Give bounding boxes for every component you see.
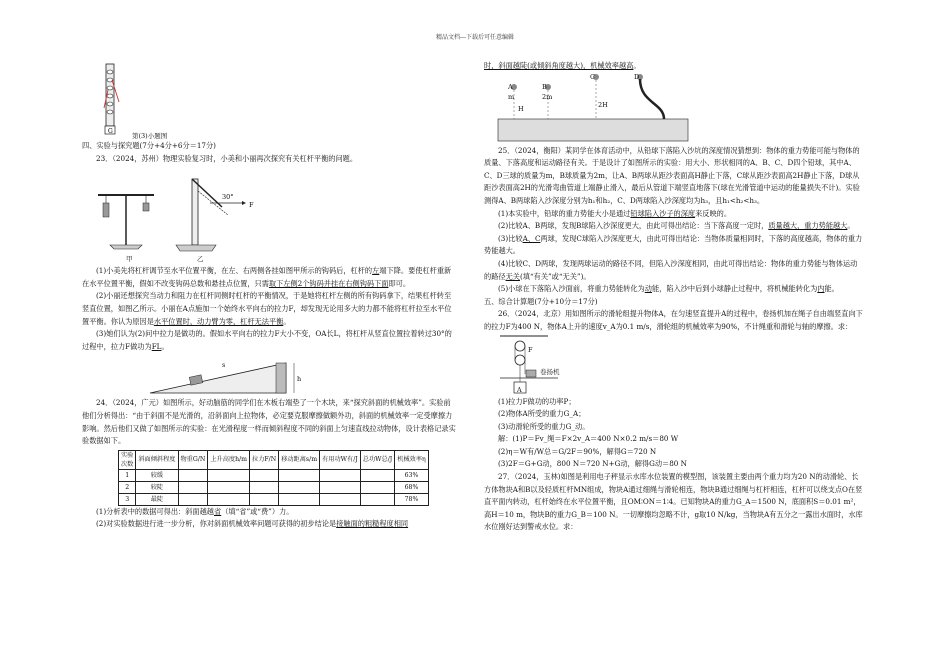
answer-q23-2: 水平位置时，动力臂为零，杠杆无法平衡 <box>153 316 284 326</box>
figure-23-drawing <box>92 165 292 265</box>
table-row <box>119 493 429 505</box>
table-cell: 较缓 <box>136 469 178 481</box>
q25-part3: (3)比较A、C两球，发现C球陷入沙深度更大，由此可得出结论：当物体质量相同时，下落的高度越高，物体的重力势能越大。 <box>484 233 863 256</box>
mass-label-2m: 2m <box>542 92 553 101</box>
ball-label-C: C <box>590 72 595 81</box>
angle-label: 30° <box>222 193 234 202</box>
section-5-title: 五、综合计算题(7分+10分＝17分) <box>484 296 598 306</box>
q24-intro: 24．（2024，广元）如图所示，好动脑筋的同学们在木板右端垫了一个木块，来“探究斜面的机械效率”。实验前他们分析得出：“由于斜面不是光滑的，沿斜面向上拉物体，必定要克服摩擦做额外功，斜面的机械效率一定受摩擦力影响。然后他们又做了如图所示的实验：在光滑程度一样而倾斜程度不同的斜面上匀速直线拉动物体，设计表格记录实验数据如下。 <box>82 398 456 446</box>
answer-q24-2: 接触面的粗糙程度相同 <box>336 519 409 529</box>
table-cell <box>279 481 320 493</box>
experiment-table <box>118 450 429 506</box>
table-header-cell: 机械效率η <box>395 450 428 469</box>
table-cell <box>320 493 361 505</box>
answer-q25-5a: 动 <box>644 284 652 294</box>
answer-q23-3: FL <box>151 341 162 351</box>
pulley-drawing <box>498 334 588 396</box>
figure-3-caption: 第(3)小题图 <box>132 132 168 140</box>
table-header-cell: 物重G/N <box>178 450 208 469</box>
q26-part1: (1)拉力F做功的功率P； <box>498 396 576 406</box>
table-row <box>119 481 429 493</box>
lever-fig-3 <box>82 60 202 140</box>
fig-label-yi: 乙 <box>197 255 204 264</box>
table-cell <box>320 469 361 481</box>
mass-label-m: m <box>508 92 515 101</box>
answer-q25-2: 质量越大，重力势能越大 <box>768 221 848 231</box>
q26-solution-3: (3)2F＝G+G动，800 N＝720 N+G动，解得G动＝80 N <box>498 459 687 469</box>
table-header-cell: 总功W总/J <box>360 450 395 469</box>
table-cell: 最陡 <box>136 493 178 505</box>
q26-part3: (3)动滑轮所受的重力G_动。 <box>498 421 590 431</box>
ball-label-A: A <box>508 82 513 91</box>
q23-part3: (3)她们认为(2)问中拉力是做功的。假如水平向右的拉力F大小不变，OA长L，将杠杆从竖直位置拉着转过30°的过程中，拉力F做功为FL。 <box>82 329 452 351</box>
table-header-row <box>119 450 429 469</box>
table-cell <box>178 481 208 493</box>
section-4-title: 四、实验与探究题(7分+4分+6分＝17分) <box>82 141 216 150</box>
answer-q25-3: A、C <box>522 233 541 243</box>
q25-part5: (5)小球在下落陷入沙面前，将重力势能转化为动能，陷入沙中后到小球静止过程中，将机械能转化为内能。 <box>498 284 839 294</box>
table-cell <box>178 469 208 481</box>
table-cell <box>250 493 279 505</box>
height-label-H: H <box>518 104 524 113</box>
table-cell: 78% <box>395 493 428 505</box>
ball-label-B: B <box>542 82 547 91</box>
q26-solution-1: 解：(1)P＝Fv_绳＝F×2v_A＝400 N×0.2 m/s＝80 W <box>498 434 679 444</box>
table-cell <box>360 481 395 493</box>
answer-q25-4: 无关 <box>505 271 520 281</box>
answer-q23-1b: 取下左侧2个钩码并挂在右侧钩码下面 <box>268 278 389 288</box>
table-cell <box>208 481 250 493</box>
table-cell <box>208 493 250 505</box>
answer-q24-2-cont: 时，斜面越陡(或倾斜角度越大)，机械效率越高 <box>484 61 634 70</box>
table-header-cell: 有用功W有/J <box>320 450 361 469</box>
sand-pit-drawing <box>494 73 694 145</box>
table-cell <box>320 481 361 493</box>
figure-26-pulley <box>484 334 864 396</box>
table-cell: 1 <box>119 469 136 481</box>
object-label-A: A <box>517 385 522 394</box>
q25-intro: 25．（2024，衡阳）某同学在体育活动中，从铅球下落陷入沙坑的深度情况猜想到：物体的重力势能可能与物体的质量、下落高度和运动路径有关。于是设计了如图所示的实验：用大小、形状相同的A、B、C、D四个铅球，其中A、C、D三球的质量为m，B球质量为2m，让A、B两球从距沙表面高H静止下落，C球从距沙表面高2H静止下落，D球从距沙表面高2H的光滑弯曲管道上端静止滑入，最后从管道下端竖直地落下(球在光滑管道中运动的能量损失不计)。实验测得A、B两球陷入沙深度分别为h₁和h₂，C、D两球陷入沙深度均为h₃，且h₁<h₂<h₃。 <box>484 145 860 205</box>
q25-part4: (4)比较C、D两球，发现两球运动的路径不同，但陷入沙深度相同，由此可得出结论：物体的重力势能与物体运动的路径无关(填“有关”或“无关”)。 <box>484 258 858 281</box>
table-cell <box>360 469 395 481</box>
table-header-cell: 实验 次数 <box>119 450 136 469</box>
fig-label-jia: 甲 <box>126 255 133 264</box>
q27-intro: 27．（2024，玉林)如图是利用电子秤显示水库水位装置的模型图，该装置主要由两个重力均为20 N的动滑轮、长方体物块A和B以及轻质杠杆MN组成，物块A通过细绳与滑轮相连，物块B通过细绳与杠杆相连，杠杆可以绕支点O在竖直平面内转动，杠杆始终在水平位置平衡，且OM∶ON＝1∶4。已知物块A的重力G_A＝1500 N，底面积S＝0.01 m²，高H＝10 m，物块B的重力G_B＝100 N。一切摩擦均忽略不计，g取10 N/kg，当物块A有五分之一露出水面时，水库水位刚好达到警戒水位。求： <box>484 472 863 532</box>
table-header-cell: 上升高度h/m <box>208 450 250 469</box>
q23-part2: (2)小丽还想探究当动力和阻力在杠杆同侧时杠杆的平衡情况，于是她将杠杆左侧的所有钩码拿下，结果杠杆转至竖直位置，如图乙所示。小丽在A点施加一个始终水平向右的拉力F，却发现无论用多大的力都不能将杠杆拉至水平位置平衡。你认为原因是水平位置时，动力臂为零，杠杆无法平衡。 <box>82 291 452 326</box>
height-label-2H: 2H <box>598 100 608 109</box>
table-cell <box>250 481 279 493</box>
table-row <box>119 469 429 481</box>
ball-label-D: D <box>634 72 640 81</box>
table-cell <box>250 469 279 481</box>
table-header-cell: 拉力F/N <box>250 450 279 469</box>
q26-solution-2: (2)η＝W有/W总＝G/2F＝90%，解得G＝720 N <box>498 446 657 456</box>
table-cell: 2 <box>119 481 136 493</box>
incline-h-label: h <box>297 375 302 384</box>
table-cell: 较陡 <box>136 481 178 493</box>
right-column <box>484 60 864 534</box>
table-cell: 3 <box>119 493 136 505</box>
q26-intro: 26．（2024，北京）用如图所示的滑轮组提升物体A，在匀速竖直提升A的过程中，卷扬机加在绳子自由端竖直向下的拉力F为400 N，物体A上升的速度v_A为0.1 m/s，滑轮组的机械效率为90%，不计绳重和滑轮与轴的摩擦。求： <box>484 309 863 331</box>
q24-continued: 时，斜面越陡(或倾斜角度越大)，机械效率越高。 <box>484 61 641 70</box>
q25-part2: (2)比较A、B两球，发现B球陷入沙深度更大，由此可得出结论：当下落高度一定时，质量越大，重力势能越大。 <box>498 221 855 231</box>
table-cell <box>279 493 320 505</box>
table-cell: 68% <box>395 481 428 493</box>
incline-drawing <box>146 353 306 397</box>
table-cell <box>279 469 320 481</box>
answer-q24-1: 省 <box>214 506 222 516</box>
table-cell <box>360 493 395 505</box>
table-cell <box>178 493 208 505</box>
force-label-F: F <box>528 345 533 354</box>
table-header-cell: 移动距离s/m <box>279 450 320 469</box>
force-label-F: F <box>249 201 254 210</box>
incline-s-label: s <box>222 361 226 370</box>
figure-3-lever <box>82 60 457 140</box>
q23-part1: (1)小美先将杠杆调节至水平位置平衡，在左、右两侧各挂如图甲所示的钩码后，杠杆的左端下降。要使杠杆重新在水平位置平衡，假如不改变钩码总数和悬挂点位置，只需取下左侧2个钩码并挂在右侧钩码下面即可。 <box>82 266 452 288</box>
table-header-cell: 斜面倾斜程度 <box>136 450 178 469</box>
figure-23 <box>82 165 457 265</box>
table-cell: 63% <box>395 469 428 481</box>
winch-label: 卷扬机 <box>540 367 560 376</box>
answer-q23-1a: 左 <box>372 266 380 276</box>
svg-text:G: G <box>108 128 113 135</box>
q24-part1: (1)分析表中的数据可得出：斜面越越省（填“省”或“费”）力。 <box>96 506 294 516</box>
figure-25-sand <box>484 73 864 145</box>
table-cell <box>208 469 250 481</box>
answer-q25-5b: 内 <box>817 284 825 294</box>
page-header: 精品文档---下载后可任意编辑 <box>435 34 515 41</box>
left-column <box>82 60 457 531</box>
q25-part1: (1)本实验中，铅球的重力势能大小是通过铅球陷入沙子的深度来反映的。 <box>498 208 732 218</box>
figure-24-incline <box>82 353 457 397</box>
q23-intro: 23．（2024，苏州）物理实验复习时，小美和小丽再次探究有关杠杆平衡的问题。 <box>96 153 358 163</box>
answer-q25-1: 铅球陷入沙子的深度 <box>630 208 696 218</box>
q26-part2: (2)物体A所受的重力G_A； <box>498 409 586 419</box>
q24-part2: (2)对实验数据进行进一步分析，你对斜面机械效率问题可获得的初步结论是接触面的粗糙程度相同 <box>96 519 409 529</box>
